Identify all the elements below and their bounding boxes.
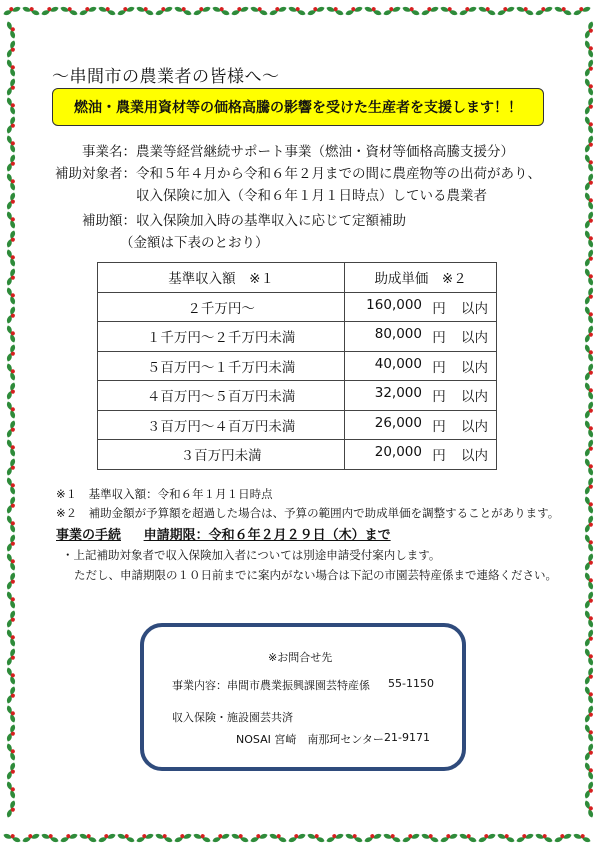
holly-sprig-icon: [440, 4, 459, 16]
holly-sprig-icon: [250, 4, 269, 16]
holly-border-right: [578, 0, 600, 849]
holly-sprig-icon: [584, 135, 596, 154]
table-cell-range: ３百万円未満: [98, 440, 345, 470]
holly-sprig-icon: [6, 172, 18, 191]
holly-sprig-icon: [173, 831, 192, 843]
procedure-row: [56, 524, 391, 543]
holly-sprig-icon: [363, 831, 382, 843]
project-value: 農業等経営継続サポート事業（燃油・資材等価格高騰支援分）: [136, 144, 514, 160]
project-row: [52, 140, 514, 160]
holly-sprig-icon: [584, 515, 596, 534]
table-cell-suffix: 以内: [461, 330, 488, 347]
table-cell-range: １千万円～２千万円未満: [98, 322, 345, 352]
holly-sprig-icon: [459, 831, 478, 843]
holly-sprig-icon: [6, 362, 18, 381]
note-2: ※２ 補助金額が予算額を超過した場合は、予算の範囲内で助成単価を調整することがあります。: [56, 506, 560, 520]
holly-sprig-icon: [439, 831, 458, 843]
holly-sprig-icon: [584, 343, 596, 362]
holly-sprig-icon: [6, 514, 18, 533]
holly-sprig-icon: [6, 192, 18, 211]
holly-sprig-icon: [584, 305, 596, 324]
holly-sprig-icon: [6, 458, 18, 477]
holly-sprig-icon: [584, 249, 596, 268]
holly-sprig-icon: [584, 571, 596, 590]
holly-sprig-icon: [22, 4, 41, 16]
holly-sprig-icon: [584, 743, 596, 762]
holly-sprig-icon: [6, 496, 18, 515]
amount-row: [52, 209, 406, 229]
contact-line-1-phone: 55-1150: [388, 677, 434, 690]
holly-sprig-icon: [117, 831, 136, 843]
holly-sprig-icon: [584, 495, 596, 514]
holly-sprig-icon: [211, 831, 230, 843]
table-cell-range: ３百万円～４百万円未満: [98, 410, 345, 440]
table-cell-range: ５百万円～１千万円未満: [98, 351, 345, 381]
holly-sprig-icon: [6, 248, 18, 267]
holly-sprig-icon: [584, 115, 596, 134]
holly-sprig-icon: [497, 831, 516, 843]
holly-sprig-icon: [269, 831, 288, 843]
holly-border-left: [0, 0, 22, 849]
banner-text: 燃油・農業用資材等の価格高騰の影響を受けた生産者を支援します！！: [74, 100, 522, 116]
contact-line-2: 収入保険・施設園芸共済: [172, 711, 293, 724]
holly-sprig-icon: [402, 4, 421, 16]
holly-sprig-icon: [364, 4, 383, 16]
holly-sprig-icon: [534, 4, 553, 16]
holly-sprig-icon: [584, 477, 596, 496]
holly-sprig-icon: [584, 401, 596, 420]
holly-border-top: [0, 0, 600, 22]
holly-sprig-icon: [231, 831, 250, 843]
holly-sprig-icon: [326, 4, 345, 16]
holly-sprig-icon: [584, 325, 596, 344]
contact-box: [140, 623, 466, 771]
holly-sprig-icon: [6, 780, 18, 799]
holly-sprig-icon: [553, 831, 572, 843]
holly-sprig-icon: [288, 4, 307, 16]
holly-sprig-icon: [584, 21, 596, 40]
holly-sprig-icon: [6, 58, 18, 77]
table-row: [98, 322, 497, 352]
contact-line-3-label: NOSAI 宮崎 南那珂センター: [236, 733, 384, 746]
holly-sprig-icon: [345, 831, 364, 843]
table-cell-range: ２千万円～: [98, 292, 345, 322]
holly-sprig-icon: [584, 363, 596, 382]
target-value-1: 令和５年４月から令和６年２月までの間に農産物等の出荷があり、: [136, 166, 541, 182]
holly-sprig-icon: [6, 742, 18, 761]
holly-sprig-icon: [60, 4, 79, 16]
holly-sprig-icon: [79, 831, 98, 843]
table-cell-amount: 26,000: [374, 414, 422, 431]
table-row: [98, 440, 497, 470]
table-cell-unit: 円: [432, 448, 446, 465]
holly-sprig-icon: [401, 831, 420, 843]
procedure-line-2: ただし、申請期限の１０日前までに案内がない場合は下記の市園芸特産係まで連絡ください。: [74, 568, 557, 582]
holly-sprig-icon: [6, 96, 18, 115]
holly-sprig-icon: [421, 831, 440, 843]
holly-sprig-icon: [193, 831, 212, 843]
holly-sprig-icon: [6, 230, 18, 249]
holly-sprig-icon: [584, 59, 596, 78]
holly-sprig-icon: [584, 267, 596, 286]
holly-sprig-icon: [478, 4, 497, 16]
table-header-unit-price: 助成単価 ※２: [345, 263, 497, 293]
table-cell-unit: 円: [432, 389, 446, 406]
holly-sprig-icon: [584, 287, 596, 306]
deadline-text: 申請期限：令和６年２月２９日（木）まで: [143, 528, 391, 543]
holly-sprig-icon: [6, 268, 18, 287]
table-cell-amount: 20,000: [374, 444, 422, 461]
holly-sprig-icon: [383, 831, 402, 843]
holly-sprig-icon: [6, 476, 18, 495]
page-title: ～串間市の農業者の皆様へ～: [52, 67, 280, 87]
holly-sprig-icon: [6, 800, 18, 819]
holly-sprig-icon: [6, 686, 18, 705]
holly-sprig-icon: [98, 4, 117, 16]
holly-sprig-icon: [6, 534, 18, 553]
holly-sprig-icon: [6, 666, 18, 685]
amount-value-2: （金額は下表のとおり）: [120, 235, 269, 251]
holly-sprig-icon: [6, 724, 18, 743]
holly-sprig-icon: [41, 831, 60, 843]
holly-sprig-icon: [584, 211, 596, 230]
holly-sprig-icon: [458, 4, 477, 16]
holly-sprig-icon: [97, 831, 116, 843]
holly-sprig-icon: [6, 116, 18, 135]
target-label: 補助対象者：: [55, 166, 136, 182]
holly-sprig-icon: [515, 831, 534, 843]
holly-sprig-icon: [6, 324, 18, 343]
holly-sprig-icon: [6, 306, 18, 325]
holly-sprig-icon: [6, 154, 18, 173]
table-row: [98, 410, 497, 440]
table-cell-unit: 円: [432, 330, 446, 347]
target-row: [52, 162, 541, 182]
holly-sprig-icon: [584, 419, 596, 438]
holly-sprig-icon: [78, 4, 97, 16]
holly-sprig-icon: [40, 4, 59, 16]
contact-line-1-label: 事業内容：串間市農業振興課園芸特産係: [172, 679, 370, 692]
holly-sprig-icon: [59, 831, 78, 843]
holly-sprig-icon: [584, 533, 596, 552]
holly-sprig-icon: [516, 4, 535, 16]
holly-sprig-icon: [554, 4, 573, 16]
procedure-label: 事業の手続: [56, 528, 122, 543]
holly-sprig-icon: [6, 552, 18, 571]
holly-sprig-icon: [584, 799, 596, 818]
holly-sprig-icon: [6, 78, 18, 97]
table-cell-suffix: 以内: [461, 418, 488, 435]
holly-sprig-icon: [584, 685, 596, 704]
holly-sprig-icon: [584, 705, 596, 724]
holly-sprig-icon: [6, 438, 18, 457]
holly-sprig-icon: [287, 831, 306, 843]
table-cell-unit: 円: [432, 418, 446, 435]
holly-sprig-icon: [584, 173, 596, 192]
holly-sprig-icon: [6, 344, 18, 363]
holly-sprig-icon: [325, 831, 344, 843]
holly-sprig-icon: [135, 831, 154, 843]
table-cell-suffix: 以内: [461, 448, 488, 465]
holly-sprig-icon: [584, 153, 596, 172]
holly-sprig-icon: [584, 761, 596, 780]
holly-sprig-icon: [584, 381, 596, 400]
holly-sprig-icon: [584, 553, 596, 572]
holly-sprig-icon: [420, 4, 439, 16]
holly-sprig-icon: [6, 572, 18, 591]
table-cell-unit: 円: [432, 300, 446, 317]
procedure-line-1: ・上記補助対象者で収入保険加入者については別途申請受付案内します。: [62, 548, 441, 562]
table-row: [98, 351, 497, 381]
subsidy-table: [97, 262, 497, 470]
holly-sprig-icon: [6, 648, 18, 667]
holly-sprig-icon: [477, 831, 496, 843]
holly-sprig-icon: [584, 77, 596, 96]
holly-sprig-icon: [6, 134, 18, 153]
holly-sprig-icon: [249, 831, 268, 843]
table-cell-suffix: 以内: [461, 300, 488, 317]
table-header-income: 基準収入額 ※１: [98, 263, 345, 293]
holly-sprig-icon: [584, 97, 596, 116]
contact-line-3-phone: 21-9171: [384, 731, 430, 744]
holly-sprig-icon: [155, 831, 174, 843]
holly-sprig-icon: [535, 831, 554, 843]
holly-sprig-icon: [584, 457, 596, 476]
table-cell-amount: 80,000: [374, 326, 422, 343]
holly-sprig-icon: [192, 4, 211, 16]
holly-sprig-icon: [6, 40, 18, 59]
holly-sprig-icon: [6, 210, 18, 229]
project-label: 事業名：: [82, 144, 136, 160]
holly-sprig-icon: [584, 609, 596, 628]
table-row: [98, 381, 497, 411]
holly-sprig-icon: [230, 4, 249, 16]
holly-sprig-icon: [116, 4, 135, 16]
holly-sprig-icon: [21, 831, 40, 843]
holly-sprig-icon: [584, 591, 596, 610]
table-cell-unit: 円: [432, 359, 446, 376]
holly-sprig-icon: [584, 191, 596, 210]
holly-sprig-icon: [6, 20, 18, 39]
holly-sprig-icon: [6, 628, 18, 647]
holly-sprig-icon: [212, 4, 231, 16]
holly-sprig-icon: [6, 286, 18, 305]
holly-sprig-icon: [584, 647, 596, 666]
contact-heading: ※お問合せ先: [268, 651, 333, 664]
holly-sprig-icon: [6, 382, 18, 401]
holly-sprig-icon: [584, 667, 596, 686]
table-cell-suffix: 以内: [461, 389, 488, 406]
note-1: ※１ 基準収入額：令和６年１月１日時点: [56, 487, 273, 501]
holly-sprig-icon: [496, 4, 515, 16]
table-cell-amount: 160,000: [366, 296, 422, 313]
holly-sprig-icon: [174, 4, 193, 16]
holly-sprig-icon: [382, 4, 401, 16]
holly-sprig-icon: [6, 704, 18, 723]
table-cell-range: ４百万円～５百万円未満: [98, 381, 345, 411]
holly-sprig-icon: [6, 420, 18, 439]
amount-value-1: 収入保険加入時の基準収入に応じて定額補助: [136, 213, 406, 229]
holly-border-bottom: [0, 827, 600, 849]
holly-sprig-icon: [6, 400, 18, 419]
table-cell-suffix: 以内: [461, 359, 488, 376]
holly-sprig-icon: [584, 723, 596, 742]
holly-sprig-icon: [6, 762, 18, 781]
holly-sprig-icon: [136, 4, 155, 16]
holly-sprig-icon: [6, 590, 18, 609]
holly-sprig-icon: [584, 229, 596, 248]
holly-sprig-icon: [584, 629, 596, 648]
table-cell-amount: 40,000: [374, 355, 422, 372]
holly-sprig-icon: [306, 4, 325, 16]
table-header-row: [98, 263, 497, 293]
holly-sprig-icon: [268, 4, 287, 16]
holly-sprig-icon: [584, 781, 596, 800]
table-cell-amount: 32,000: [374, 385, 422, 402]
holly-sprig-icon: [584, 439, 596, 458]
holly-sprig-icon: [307, 831, 326, 843]
holly-sprig-icon: [154, 4, 173, 16]
holly-sprig-icon: [584, 39, 596, 58]
amount-label: 補助額：: [82, 213, 136, 229]
holly-sprig-icon: [344, 4, 363, 16]
table-row: [98, 292, 497, 322]
highlight-banner: [52, 88, 544, 126]
holly-sprig-icon: [6, 610, 18, 629]
target-value-2: 収入保険に加入（令和６年１月１日時点）している農業者: [136, 188, 487, 204]
